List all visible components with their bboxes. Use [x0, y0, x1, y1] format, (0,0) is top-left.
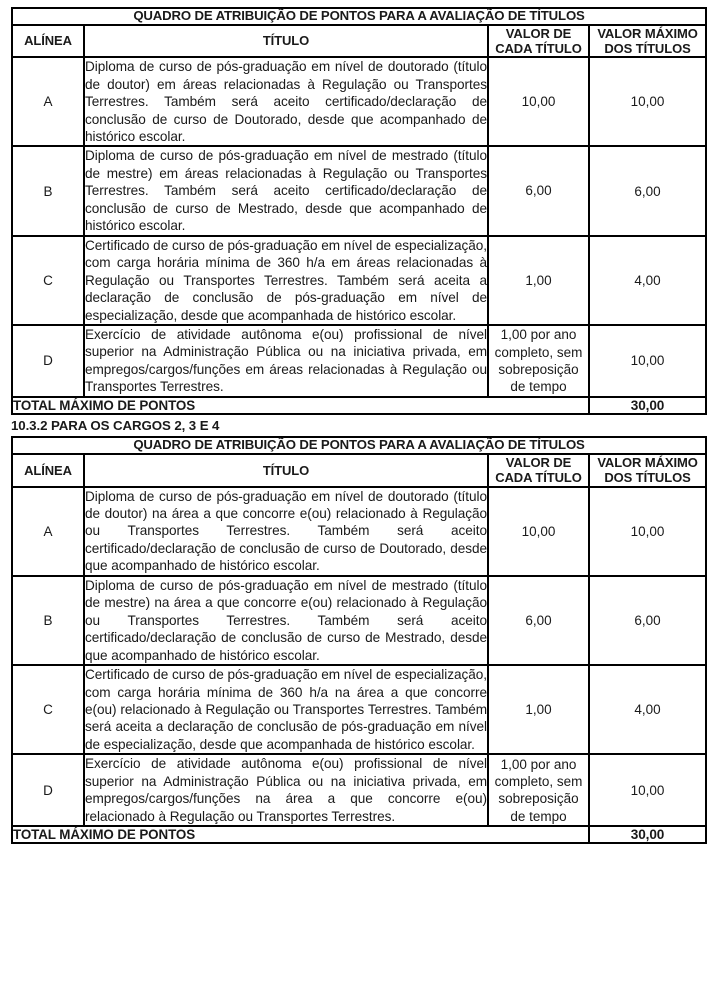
table-row [12, 236, 706, 325]
table-row [12, 325, 706, 397]
column-header-valor-maximo-titulos [589, 25, 706, 58]
cell-valor-cada-titulo: 6,00 [488, 576, 589, 665]
cell-valor-cada-titulo: 1,00 [488, 665, 589, 754]
cell-valor-maximo: 4,00 [589, 236, 706, 325]
cell-valor-maximo: 4,00 [589, 665, 706, 754]
column-header-maximo-line2: DOS TÍTULOS [604, 470, 691, 486]
column-header-titulo: TÍTULO [84, 454, 488, 487]
cell-valor-cada-titulo: 1,00 [488, 236, 589, 325]
cell-alinea: B [12, 146, 84, 235]
cell-valor-maximo: 10,00 [589, 487, 706, 576]
cell-valor-maximo: 10,00 [589, 325, 706, 397]
cell-titulo: Exercício de atividade autônoma e(ou) profissional de nível superior na Administração Pública ou na iniciativa privada, em empregos/cargos/funções em áreas relacionadas à Regulação ou Transportes Terrestres. [84, 325, 488, 397]
cell-valor-maximo: 6,00 [589, 146, 706, 235]
table-row [12, 754, 706, 826]
table-row [12, 146, 706, 235]
cell-valor-cada-titulo: 10,00 [488, 57, 589, 146]
column-header-alinea: ALÍNEA [12, 25, 84, 58]
cell-valor-cada-titulo: 1,00 por ano completo, sem sobreposição de tempo [488, 325, 589, 397]
cell-alinea: D [12, 325, 84, 397]
column-header-valor-maximo-titulos [589, 454, 706, 487]
cell-alinea: A [12, 487, 84, 576]
cell-alinea: C [12, 236, 84, 325]
cell-titulo: Exercício de atividade autônoma e(ou) profissional de nível superior na Administração Pública ou na iniciativa privada, em empregos/cargos/funções na área a que concorre e(ou) relacionado à Regulação ou Transportes Terrestres. [84, 754, 488, 826]
total-label: TOTAL MÁXIMO DE PONTOS [12, 397, 589, 414]
cell-alinea: C [12, 665, 84, 754]
cell-titulo: Certificado de curso de pós-graduação em nível de especialização, com carga horária mínima de 360 h/a na área a que concorre e(ou) relacionado à Regulação ou Transportes Terrestres. Também será aceita a declaração de conclusão de pós-graduação em nível de especialização, desde que acompanhada de histórico escolar. [84, 665, 488, 754]
cell-alinea: B [12, 576, 84, 665]
table-title: QUADRO DE ATRIBUIÇÃO DE PONTOS PARA A AVALIAÇÃO DE TÍTULOS [12, 8, 706, 25]
table-total-row [12, 826, 706, 843]
table-row [12, 576, 706, 665]
table-row [12, 487, 706, 576]
column-header-valor-line1: VALOR DE [505, 25, 572, 41]
column-header-titulo: TÍTULO [84, 25, 488, 58]
cell-alinea: A [12, 57, 84, 146]
column-header-valor-cada-titulo [488, 454, 589, 487]
table-title-row [12, 8, 706, 25]
cell-valor-cada-titulo: 6,00 [488, 146, 589, 235]
table-title-row [12, 437, 706, 454]
table-header-row [12, 454, 706, 487]
cell-titulo: Diploma de curso de pós-graduação em nível de doutorado (título de doutor) na área a que concorre e(ou) relacionado à Regulação ou Transportes Terrestres. Também será aceito certificado/declaração de conclusão de curso de Doutorado, desde que acompanhado de histórico escolar. [84, 487, 488, 576]
table-header-row [12, 25, 706, 58]
cell-titulo: Certificado de curso de pós-graduação em nível de especialização, com carga horária mínima de 360 h/a em áreas relacionadas à Regulação ou Transportes Terrestres. Também será aceita a declaração de conclusão de pós-graduação em nível de especialização, desde que acompanhada de histórico escolar. [84, 236, 488, 325]
cell-valor-cada-titulo: 10,00 [488, 487, 589, 576]
column-header-alinea: ALÍNEA [12, 454, 84, 487]
cell-alinea: D [12, 754, 84, 826]
section-heading-10-3-2: 10.3.2 PARA OS CARGOS 2, 3 E 4 [11, 417, 220, 433]
cell-titulo: Diploma de curso de pós-graduação em nível de doutorado (título de doutor) em áreas relacionadas à Regulação ou Transportes Terrestres. Também será aceito certificado/declaração de conclusão de curso de Doutorado, desde que acompanhado de histórico escolar. [84, 57, 488, 146]
column-header-valor-line2: CADA TÍTULO [495, 470, 582, 486]
table-row [12, 57, 706, 146]
table-row [12, 665, 706, 754]
column-header-maximo-line1: VALOR MÁXIMO [597, 25, 698, 41]
column-header-valor-line2: CADA TÍTULO [495, 40, 582, 56]
titles-points-table-cargo-2-3-4 [11, 436, 707, 844]
cell-titulo: Diploma de curso de pós-graduação em nível de mestrado (título de mestre) em áreas relacionadas à Regulação ou Transportes Terrestres. Também será aceito certificado/declaração de conclusão de curso de Mestrado, desde que acompanhado de histórico escolar. [84, 146, 488, 235]
cell-valor-maximo: 10,00 [589, 754, 706, 826]
total-value: 30,00 [589, 397, 706, 414]
table-total-row [12, 397, 706, 414]
table-title: QUADRO DE ATRIBUIÇÃO DE PONTOS PARA A AVALIAÇÃO DE TÍTULOS [12, 437, 706, 454]
total-label: TOTAL MÁXIMO DE PONTOS [12, 826, 589, 843]
cell-valor-maximo: 6,00 [589, 576, 706, 665]
total-value: 30,00 [589, 826, 706, 843]
titles-points-table-cargo-1 [11, 7, 707, 415]
column-header-maximo-line1: VALOR MÁXIMO [597, 454, 698, 470]
column-header-maximo-line2: DOS TÍTULOS [604, 40, 691, 56]
cell-titulo: Diploma de curso de pós-graduação em nível de mestrado (título de mestre) na área a que concorre e(ou) relacionado à Regulação ou Transportes Terrestres. Também será aceito certificado/declaração de conclusão de curso de Mestrado, desde que acompanhado de histórico escolar. [84, 576, 488, 665]
column-header-valor-line1: VALOR DE [505, 454, 572, 470]
cell-valor-cada-titulo: 1,00 por ano completo, sem sobreposição de tempo [488, 754, 589, 826]
cell-valor-maximo: 10,00 [589, 57, 706, 146]
column-header-valor-cada-titulo [488, 25, 589, 58]
